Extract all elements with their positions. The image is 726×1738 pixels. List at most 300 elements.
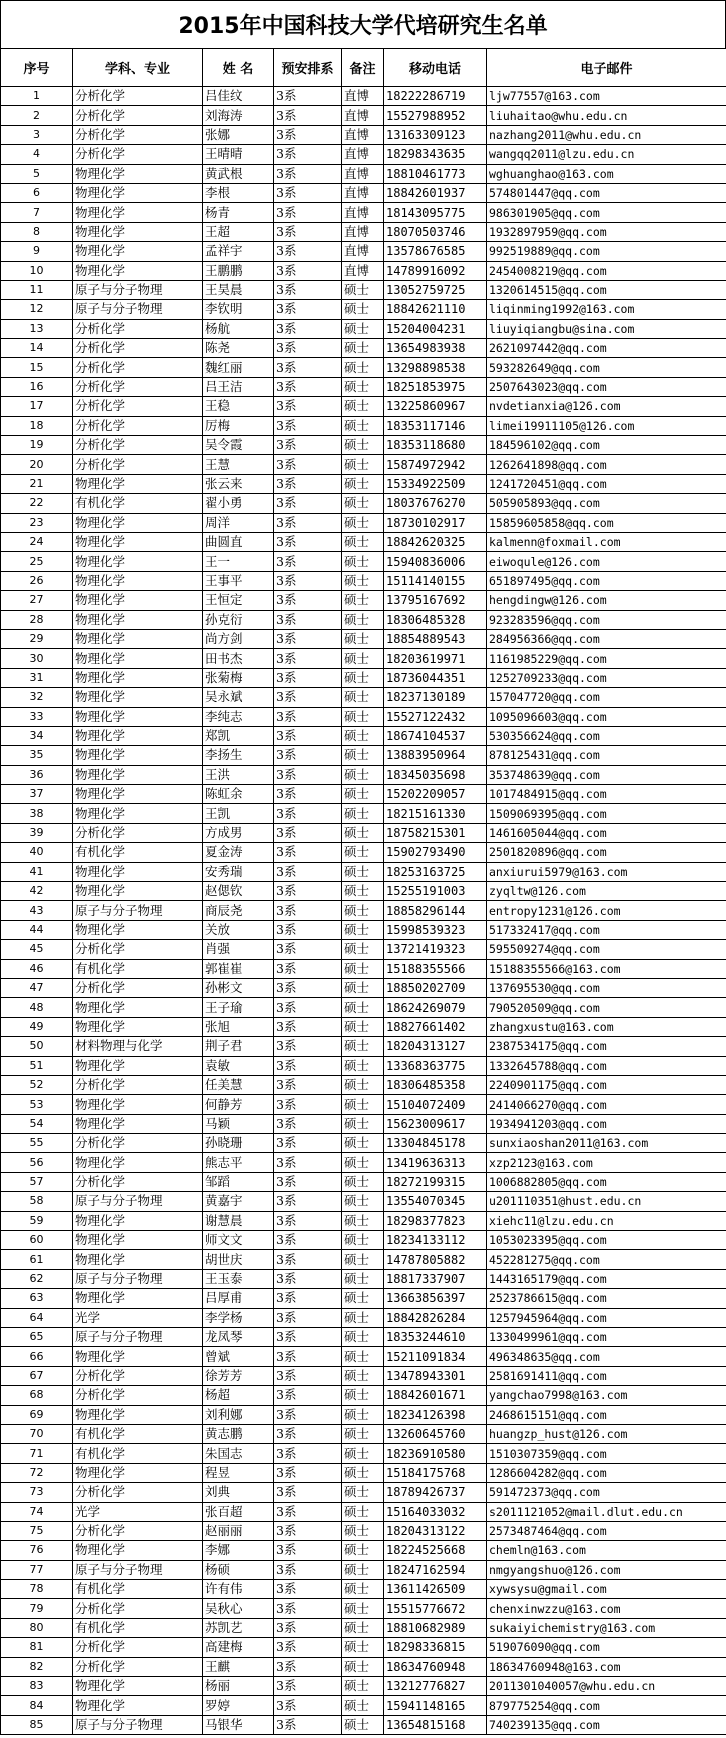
row-email: 157047720@qq.com bbox=[487, 688, 726, 707]
row-department: 3系 bbox=[274, 1677, 342, 1696]
row-major: 物理化学 bbox=[73, 1017, 203, 1036]
row-phone: 15527122432 bbox=[384, 707, 487, 726]
row-email: 2507643023@qq.com bbox=[487, 377, 726, 396]
row-name: 王鹏鹏 bbox=[203, 261, 274, 280]
row-name: 翟小勇 bbox=[203, 494, 274, 513]
row-department: 3系 bbox=[274, 785, 342, 804]
row-name: 李扬生 bbox=[203, 746, 274, 765]
row-name: 吴永斌 bbox=[203, 688, 274, 707]
row-name: 熊志平 bbox=[203, 1153, 274, 1172]
row-index: 35 bbox=[1, 746, 73, 765]
row-name: 王晴晴 bbox=[203, 145, 274, 164]
row-email: xiehc11@lzu.edu.cn bbox=[487, 1211, 726, 1230]
row-phone: 18810461773 bbox=[384, 164, 487, 183]
row-phone: 18817337907 bbox=[384, 1269, 487, 1288]
row-email: 740239135@qq.com bbox=[487, 1715, 726, 1734]
row-index: 8 bbox=[1, 222, 73, 241]
row-email: 1330499961@qq.com bbox=[487, 1328, 726, 1347]
row-email: 2011301040057@whu.edu.cn bbox=[487, 1677, 726, 1696]
row-note: 直博 bbox=[342, 261, 384, 280]
row-name: 张菊梅 bbox=[203, 668, 274, 687]
table-row bbox=[1, 106, 726, 125]
table-row bbox=[1, 319, 726, 338]
row-index: 5 bbox=[1, 164, 73, 183]
row-index: 16 bbox=[1, 377, 73, 396]
row-email: 353748639@qq.com bbox=[487, 765, 726, 784]
table-row bbox=[1, 1696, 726, 1715]
row-department: 3系 bbox=[274, 1444, 342, 1463]
row-name: 吕佳纹 bbox=[203, 87, 274, 106]
row-name: 关放 bbox=[203, 920, 274, 939]
row-note: 硕士 bbox=[342, 416, 384, 435]
table-row bbox=[1, 726, 726, 745]
row-note: 硕士 bbox=[342, 532, 384, 551]
row-department: 3系 bbox=[274, 610, 342, 629]
table-row bbox=[1, 300, 726, 319]
row-index: 43 bbox=[1, 901, 73, 920]
row-department: 3系 bbox=[274, 1483, 342, 1502]
row-name: 黄武根 bbox=[203, 164, 274, 183]
row-department: 3系 bbox=[274, 629, 342, 648]
row-phone: 18234133112 bbox=[384, 1231, 487, 1250]
row-phone: 13478943301 bbox=[384, 1366, 487, 1385]
row-phone: 18272199315 bbox=[384, 1172, 487, 1191]
row-note: 直博 bbox=[342, 203, 384, 222]
row-index: 78 bbox=[1, 1580, 73, 1599]
row-department: 3系 bbox=[274, 707, 342, 726]
row-name: 郭崔崔 bbox=[203, 959, 274, 978]
page-title: 2015年中国科技大学代培研究生名单 bbox=[0, 0, 726, 48]
row-name: 田书杰 bbox=[203, 649, 274, 668]
row-major: 分析化学 bbox=[73, 1134, 203, 1153]
row-phone: 18789426737 bbox=[384, 1483, 487, 1502]
table-row bbox=[1, 901, 726, 920]
row-note: 直博 bbox=[342, 183, 384, 202]
row-phone: 15941148165 bbox=[384, 1696, 487, 1715]
row-major: 分析化学 bbox=[73, 1366, 203, 1385]
row-major: 物理化学 bbox=[73, 1405, 203, 1424]
row-note: 硕士 bbox=[342, 1134, 384, 1153]
row-major: 分析化学 bbox=[73, 145, 203, 164]
row-major: 原子与分子物理 bbox=[73, 1192, 203, 1211]
row-note: 硕士 bbox=[342, 1366, 384, 1385]
row-name: 罗婷 bbox=[203, 1696, 274, 1715]
row-email: 1932897959@qq.com bbox=[487, 222, 726, 241]
row-note: 硕士 bbox=[342, 785, 384, 804]
row-major: 分析化学 bbox=[73, 1386, 203, 1405]
row-major: 有机化学 bbox=[73, 1618, 203, 1637]
row-email: 878125431@qq.com bbox=[487, 746, 726, 765]
row-note: 硕士 bbox=[342, 1463, 384, 1482]
row-phone: 15188355566 bbox=[384, 959, 487, 978]
row-index: 58 bbox=[1, 1192, 73, 1211]
row-major: 物理化学 bbox=[73, 1677, 203, 1696]
row-index: 20 bbox=[1, 455, 73, 474]
table-row bbox=[1, 610, 726, 629]
row-department: 3系 bbox=[274, 261, 342, 280]
table-row bbox=[1, 688, 726, 707]
table-body bbox=[1, 87, 726, 1735]
row-name: 杨硕 bbox=[203, 1560, 274, 1579]
row-note: 硕士 bbox=[342, 319, 384, 338]
table-row bbox=[1, 1521, 726, 1540]
table-row bbox=[1, 397, 726, 416]
row-department: 3系 bbox=[274, 901, 342, 920]
table-row bbox=[1, 416, 726, 435]
row-email: 2387534175@qq.com bbox=[487, 1037, 726, 1056]
table-row bbox=[1, 1289, 726, 1308]
row-index: 48 bbox=[1, 998, 73, 1017]
row-index: 38 bbox=[1, 804, 73, 823]
row-department: 3系 bbox=[274, 940, 342, 959]
table-row bbox=[1, 203, 726, 222]
row-email: anxiurui5979@163.com bbox=[487, 862, 726, 881]
row-note: 硕士 bbox=[342, 1657, 384, 1676]
row-phone: 18730102917 bbox=[384, 513, 487, 532]
table-row bbox=[1, 629, 726, 648]
row-department: 3系 bbox=[274, 552, 342, 571]
row-index: 22 bbox=[1, 494, 73, 513]
row-email: 2581691411@qq.com bbox=[487, 1366, 726, 1385]
row-phone: 15940836006 bbox=[384, 552, 487, 571]
row-email: 2468615151@qq.com bbox=[487, 1405, 726, 1424]
row-email: 986301905@qq.com bbox=[487, 203, 726, 222]
row-name: 杨青 bbox=[203, 203, 274, 222]
row-department: 3系 bbox=[274, 1347, 342, 1366]
row-phone: 13419636313 bbox=[384, 1153, 487, 1172]
row-phone: 13654983938 bbox=[384, 339, 487, 358]
row-phone: 18204313122 bbox=[384, 1521, 487, 1540]
row-phone: 13368363775 bbox=[384, 1056, 487, 1075]
row-department: 3系 bbox=[274, 1134, 342, 1153]
row-major: 原子与分子物理 bbox=[73, 1328, 203, 1347]
row-note: 硕士 bbox=[342, 1308, 384, 1327]
row-major: 物理化学 bbox=[73, 552, 203, 571]
row-note: 硕士 bbox=[342, 746, 384, 765]
row-major: 有机化学 bbox=[73, 1444, 203, 1463]
row-phone: 18624269079 bbox=[384, 998, 487, 1017]
row-name: 陈虹余 bbox=[203, 785, 274, 804]
row-note: 硕士 bbox=[342, 688, 384, 707]
row-index: 28 bbox=[1, 610, 73, 629]
row-email: liuyiqiangbu@sina.com bbox=[487, 319, 726, 338]
row-index: 12 bbox=[1, 300, 73, 319]
row-index: 79 bbox=[1, 1599, 73, 1618]
row-note: 硕士 bbox=[342, 629, 384, 648]
row-major: 光学 bbox=[73, 1502, 203, 1521]
table-row bbox=[1, 843, 726, 862]
row-index: 45 bbox=[1, 940, 73, 959]
row-email: 591472373@qq.com bbox=[487, 1483, 726, 1502]
row-index: 47 bbox=[1, 978, 73, 997]
row-index: 73 bbox=[1, 1483, 73, 1502]
row-note: 硕士 bbox=[342, 377, 384, 396]
table-row bbox=[1, 222, 726, 241]
row-email: wangqq2011@lzu.edu.cn bbox=[487, 145, 726, 164]
row-name: 曲圆直 bbox=[203, 532, 274, 551]
row-note: 硕士 bbox=[342, 1153, 384, 1172]
row-email: wghuanghao@163.com bbox=[487, 164, 726, 183]
row-name: 王超 bbox=[203, 222, 274, 241]
row-email: 505905893@qq.com bbox=[487, 494, 726, 513]
row-phone: 18143095775 bbox=[384, 203, 487, 222]
row-email: 1241720451@qq.com bbox=[487, 474, 726, 493]
row-note: 硕士 bbox=[342, 901, 384, 920]
row-department: 3系 bbox=[274, 1657, 342, 1676]
row-note: 硕士 bbox=[342, 959, 384, 978]
row-major: 物理化学 bbox=[73, 882, 203, 901]
row-email: 2501820896@qq.com bbox=[487, 843, 726, 862]
row-note: 直博 bbox=[342, 106, 384, 125]
row-major: 原子与分子物理 bbox=[73, 300, 203, 319]
table-row bbox=[1, 940, 726, 959]
row-major: 物理化学 bbox=[73, 164, 203, 183]
row-phone: 18204313127 bbox=[384, 1037, 487, 1056]
row-email: 1934941203@qq.com bbox=[487, 1114, 726, 1133]
row-name: 张云来 bbox=[203, 474, 274, 493]
row-index: 30 bbox=[1, 649, 73, 668]
row-email: 1257945964@qq.com bbox=[487, 1308, 726, 1327]
row-note: 硕士 bbox=[342, 882, 384, 901]
row-phone: 18234126398 bbox=[384, 1405, 487, 1424]
row-note: 硕士 bbox=[342, 1192, 384, 1211]
row-major: 原子与分子物理 bbox=[73, 1715, 203, 1734]
table-row bbox=[1, 1269, 726, 1288]
row-index: 68 bbox=[1, 1386, 73, 1405]
row-name: 肖强 bbox=[203, 940, 274, 959]
row-phone: 13163309123 bbox=[384, 125, 487, 144]
row-index: 80 bbox=[1, 1618, 73, 1637]
row-email: chemln@163.com bbox=[487, 1541, 726, 1560]
row-major: 有机化学 bbox=[73, 1424, 203, 1443]
row-note: 硕士 bbox=[342, 1638, 384, 1657]
table-row bbox=[1, 1056, 726, 1075]
row-note: 硕士 bbox=[342, 1715, 384, 1734]
row-phone: 18858296144 bbox=[384, 901, 487, 920]
table-row bbox=[1, 1424, 726, 1443]
row-department: 3系 bbox=[274, 164, 342, 183]
row-major: 分析化学 bbox=[73, 1172, 203, 1191]
row-major: 有机化学 bbox=[73, 843, 203, 862]
row-index: 10 bbox=[1, 261, 73, 280]
row-name: 马颖 bbox=[203, 1114, 274, 1133]
row-major: 物理化学 bbox=[73, 183, 203, 202]
row-major: 物理化学 bbox=[73, 707, 203, 726]
row-name: 王慧 bbox=[203, 455, 274, 474]
row-email: 530356624@qq.com bbox=[487, 726, 726, 745]
row-name: 刘利娜 bbox=[203, 1405, 274, 1424]
row-name: 苏凯艺 bbox=[203, 1618, 274, 1637]
row-phone: 18854889543 bbox=[384, 629, 487, 648]
row-department: 3系 bbox=[274, 843, 342, 862]
row-index: 24 bbox=[1, 532, 73, 551]
row-name: 胡世庆 bbox=[203, 1250, 274, 1269]
row-major: 物理化学 bbox=[73, 688, 203, 707]
row-index: 33 bbox=[1, 707, 73, 726]
row-index: 75 bbox=[1, 1521, 73, 1540]
row-name: 郑凯 bbox=[203, 726, 274, 745]
row-major: 分析化学 bbox=[73, 1657, 203, 1676]
row-name: 王麒 bbox=[203, 1657, 274, 1676]
row-phone: 13298898538 bbox=[384, 358, 487, 377]
row-department: 3系 bbox=[274, 1424, 342, 1443]
table-row bbox=[1, 998, 726, 1017]
row-name: 周洋 bbox=[203, 513, 274, 532]
row-note: 硕士 bbox=[342, 552, 384, 571]
row-phone: 13795167692 bbox=[384, 591, 487, 610]
row-major: 分析化学 bbox=[73, 978, 203, 997]
row-index: 40 bbox=[1, 843, 73, 862]
row-phone: 13554070345 bbox=[384, 1192, 487, 1211]
row-department: 3系 bbox=[274, 1328, 342, 1347]
table-row bbox=[1, 1308, 726, 1327]
row-note: 硕士 bbox=[342, 1541, 384, 1560]
row-department: 3系 bbox=[274, 222, 342, 241]
row-phone: 18222286719 bbox=[384, 87, 487, 106]
row-email: huangzp_hust@126.com bbox=[487, 1424, 726, 1443]
row-email: 519076090@qq.com bbox=[487, 1638, 726, 1657]
row-department: 3系 bbox=[274, 1580, 342, 1599]
row-name: 李钦明 bbox=[203, 300, 274, 319]
row-name: 杨丽 bbox=[203, 1677, 274, 1696]
row-index: 39 bbox=[1, 823, 73, 842]
row-email: s2011121052@mail.dlut.edu.cn bbox=[487, 1502, 726, 1521]
row-name: 何静芳 bbox=[203, 1095, 274, 1114]
row-major: 物理化学 bbox=[73, 242, 203, 261]
row-phone: 15334922509 bbox=[384, 474, 487, 493]
row-phone: 18247162594 bbox=[384, 1560, 487, 1579]
table-row bbox=[1, 1075, 726, 1094]
table-row bbox=[1, 1231, 726, 1250]
row-major: 分析化学 bbox=[73, 106, 203, 125]
table-row bbox=[1, 436, 726, 455]
row-name: 安秀瑞 bbox=[203, 862, 274, 881]
row-major: 物理化学 bbox=[73, 1056, 203, 1075]
row-index: 85 bbox=[1, 1715, 73, 1734]
row-name: 荆子君 bbox=[203, 1037, 274, 1056]
row-index: 21 bbox=[1, 474, 73, 493]
row-note: 硕士 bbox=[342, 1075, 384, 1094]
row-major: 分析化学 bbox=[73, 823, 203, 842]
row-index: 4 bbox=[1, 145, 73, 164]
row-index: 51 bbox=[1, 1056, 73, 1075]
row-phone: 18736044351 bbox=[384, 668, 487, 687]
row-index: 2 bbox=[1, 106, 73, 125]
header-index: 序号 bbox=[1, 49, 73, 87]
row-name: 袁敏 bbox=[203, 1056, 274, 1075]
row-phone: 13663856397 bbox=[384, 1289, 487, 1308]
row-name: 谢慧晨 bbox=[203, 1211, 274, 1230]
row-email: limei19911105@126.com bbox=[487, 416, 726, 435]
row-note: 硕士 bbox=[342, 1056, 384, 1075]
row-name: 刘典 bbox=[203, 1483, 274, 1502]
row-department: 3系 bbox=[274, 978, 342, 997]
row-department: 3系 bbox=[274, 920, 342, 939]
table-row bbox=[1, 1618, 726, 1637]
row-phone: 18850202709 bbox=[384, 978, 487, 997]
row-index: 14 bbox=[1, 339, 73, 358]
row-index: 3 bbox=[1, 125, 73, 144]
table-row bbox=[1, 1541, 726, 1560]
row-index: 59 bbox=[1, 1211, 73, 1230]
row-name: 杨超 bbox=[203, 1386, 274, 1405]
table-row bbox=[1, 358, 726, 377]
row-index: 74 bbox=[1, 1502, 73, 1521]
row-phone: 13654815168 bbox=[384, 1715, 487, 1734]
row-index: 61 bbox=[1, 1250, 73, 1269]
row-department: 3系 bbox=[274, 1172, 342, 1191]
row-index: 62 bbox=[1, 1269, 73, 1288]
row-index: 29 bbox=[1, 629, 73, 648]
row-major: 物理化学 bbox=[73, 591, 203, 610]
row-phone: 18634760948 bbox=[384, 1657, 487, 1676]
table-row bbox=[1, 1463, 726, 1482]
row-department: 3系 bbox=[274, 1560, 342, 1579]
table-row bbox=[1, 1657, 726, 1676]
table-row bbox=[1, 1580, 726, 1599]
row-index: 49 bbox=[1, 1017, 73, 1036]
row-name: 王洪 bbox=[203, 765, 274, 784]
row-department: 3系 bbox=[274, 726, 342, 745]
row-major: 物理化学 bbox=[73, 1250, 203, 1269]
row-phone: 15998539323 bbox=[384, 920, 487, 939]
row-name: 王稳 bbox=[203, 397, 274, 416]
row-email: u201110351@hust.edu.cn bbox=[487, 1192, 726, 1211]
row-note: 硕士 bbox=[342, 1599, 384, 1618]
row-department: 3系 bbox=[274, 746, 342, 765]
row-phone: 18810682989 bbox=[384, 1618, 487, 1637]
row-phone: 15211091834 bbox=[384, 1347, 487, 1366]
row-department: 3系 bbox=[274, 377, 342, 396]
table-row bbox=[1, 1211, 726, 1230]
row-phone: 18353118680 bbox=[384, 436, 487, 455]
row-major: 物理化学 bbox=[73, 804, 203, 823]
row-phone: 18842601937 bbox=[384, 183, 487, 202]
row-phone: 18842620325 bbox=[384, 532, 487, 551]
row-phone: 18842621110 bbox=[384, 300, 487, 319]
table-row bbox=[1, 823, 726, 842]
row-email: 651897495@qq.com bbox=[487, 571, 726, 590]
header-name: 姓 名 bbox=[203, 49, 274, 87]
row-name: 许有伟 bbox=[203, 1580, 274, 1599]
header-email: 电子邮件 bbox=[487, 49, 726, 87]
row-phone: 15255191003 bbox=[384, 882, 487, 901]
row-email: 593282649@qq.com bbox=[487, 358, 726, 377]
row-index: 50 bbox=[1, 1037, 73, 1056]
table-row bbox=[1, 804, 726, 823]
table-row bbox=[1, 87, 726, 106]
row-index: 56 bbox=[1, 1153, 73, 1172]
table-row bbox=[1, 765, 726, 784]
row-major: 物理化学 bbox=[73, 629, 203, 648]
row-email: chenxinwzzu@163.com bbox=[487, 1599, 726, 1618]
table-row bbox=[1, 377, 726, 396]
row-department: 3系 bbox=[274, 513, 342, 532]
row-name: 张百超 bbox=[203, 1502, 274, 1521]
row-major: 分析化学 bbox=[73, 1075, 203, 1094]
row-department: 3系 bbox=[274, 862, 342, 881]
row-name: 徐芳芳 bbox=[203, 1366, 274, 1385]
row-index: 81 bbox=[1, 1638, 73, 1657]
row-email: 1320614515@qq.com bbox=[487, 280, 726, 299]
row-email: nvdetianxia@126.com bbox=[487, 397, 726, 416]
row-major: 物理化学 bbox=[73, 1696, 203, 1715]
table-row bbox=[1, 1599, 726, 1618]
table-row bbox=[1, 1172, 726, 1191]
row-department: 3系 bbox=[274, 804, 342, 823]
row-phone: 18306485358 bbox=[384, 1075, 487, 1094]
row-name: 张娜 bbox=[203, 125, 274, 144]
